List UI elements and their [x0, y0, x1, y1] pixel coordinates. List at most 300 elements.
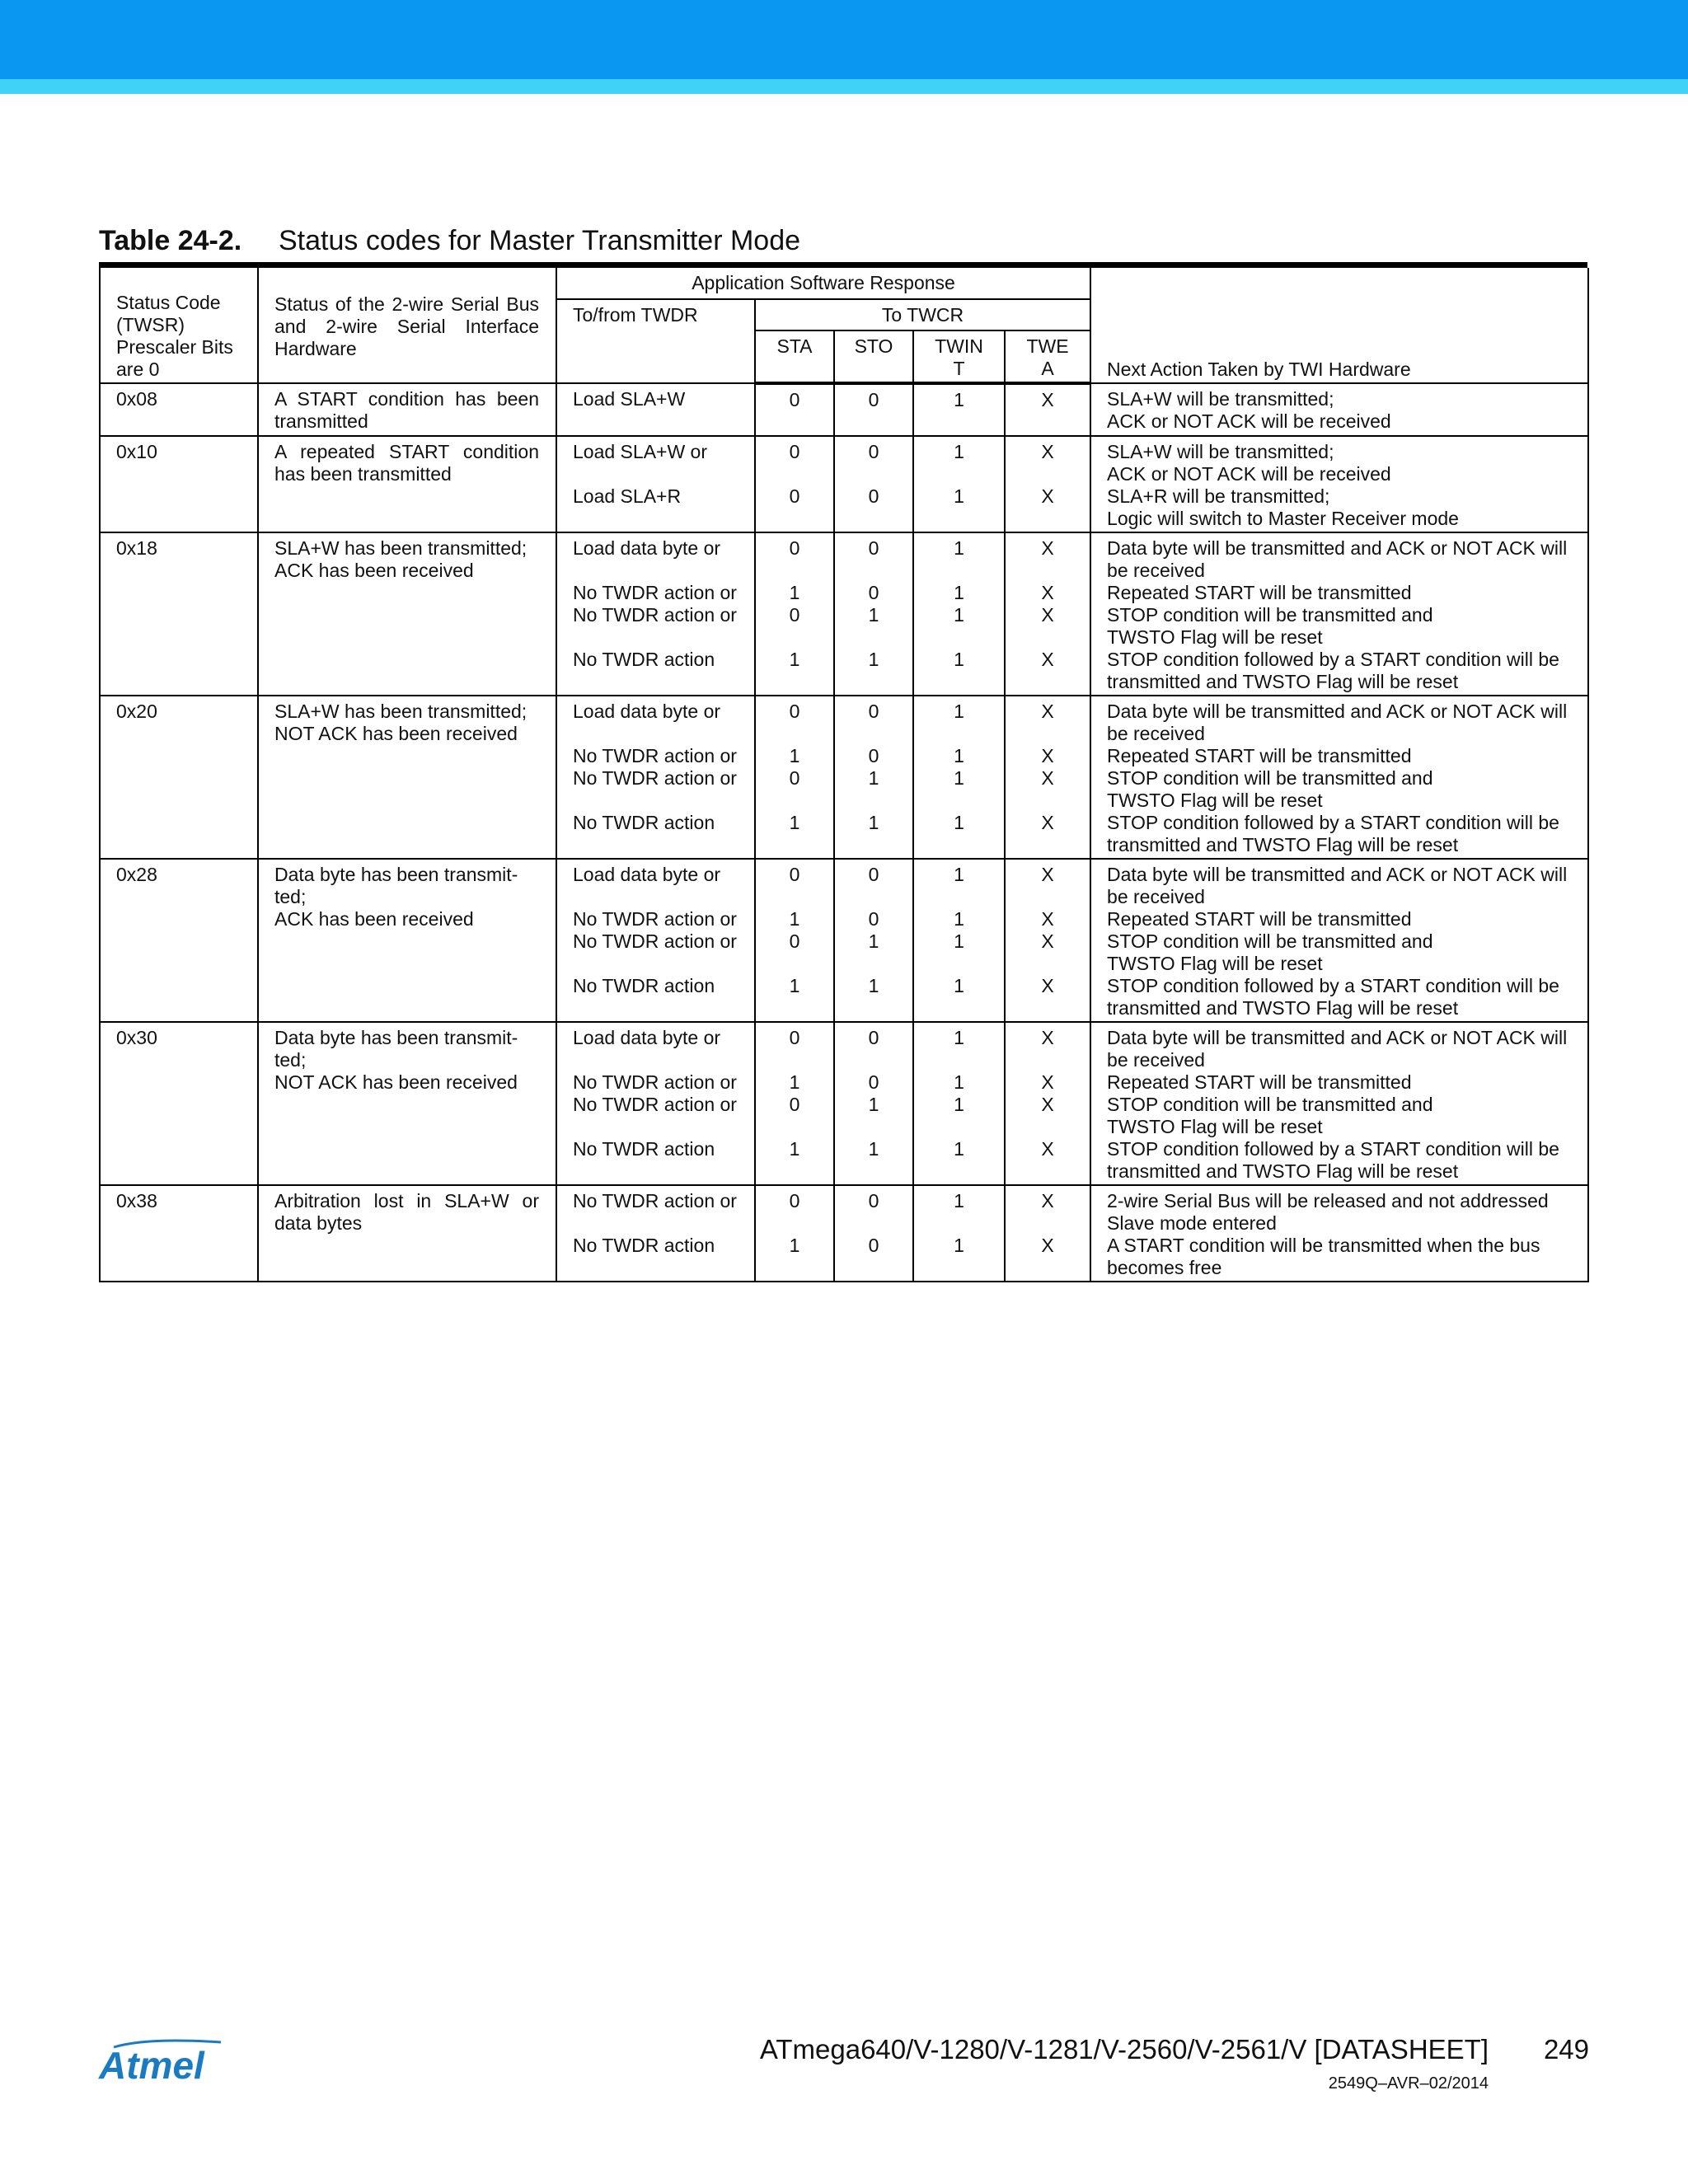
spacer	[573, 560, 746, 582]
spacer	[917, 560, 1001, 582]
status-description-cell	[258, 859, 556, 1022]
next-action-line: Data byte will be transmitted and ACK or NOT ACK will	[1107, 1027, 1568, 1048]
next-entry	[1107, 864, 1579, 908]
status-line: NOT ACK has been received	[274, 723, 518, 744]
next-action-line: Data byte will be transmitted and ACK or NOT ACK will	[1107, 537, 1568, 559]
next-cell	[1090, 532, 1588, 696]
sto-value: 1	[868, 1094, 879, 1115]
sta-entry	[759, 1138, 830, 1183]
next-entry	[1107, 604, 1579, 649]
next-entry	[1107, 1027, 1579, 1071]
twint-value: 1	[954, 389, 964, 410]
spacer	[917, 626, 1001, 649]
status-description-cell	[258, 696, 556, 859]
header-text: T	[953, 358, 965, 379]
sto-entry	[838, 767, 909, 812]
spacer	[1009, 1116, 1086, 1138]
twdr-cell	[556, 696, 755, 859]
spacer	[838, 508, 909, 530]
twea-cell	[1005, 696, 1090, 859]
next-entry	[1107, 582, 1579, 604]
twea-value: X	[1041, 930, 1054, 952]
sto-cell	[834, 436, 913, 532]
spacer	[838, 560, 909, 582]
twint-value: 1	[954, 701, 964, 722]
sto-value: 1	[868, 812, 879, 833]
status-code-cell: 0x18	[100, 532, 258, 696]
spacer	[759, 1257, 830, 1279]
status-description-cell	[258, 1022, 556, 1185]
twint-entry	[917, 582, 1001, 604]
twea-entry	[1009, 1027, 1086, 1071]
next-entry	[1107, 1138, 1579, 1183]
next-action-line: transmitted and TWSTO Flag will be reset	[1107, 671, 1459, 692]
twdr-value: Load data byte or	[573, 701, 721, 722]
sta-entry	[759, 537, 830, 582]
twint-entry	[917, 908, 1001, 930]
twdr-value: Load SLA+W or	[573, 441, 708, 462]
twdr-entry	[573, 1235, 746, 1279]
header-text: TWE	[1026, 335, 1069, 357]
sta-value: 1	[789, 908, 800, 930]
twea-entry	[1009, 604, 1086, 649]
atmel-logo	[97, 2037, 242, 2085]
spacer	[573, 1049, 746, 1071]
next-cell	[1090, 859, 1588, 1022]
twint-cell	[913, 859, 1005, 1022]
twint-cell	[913, 532, 1005, 696]
twint-value: 1	[954, 537, 964, 559]
next-action-line: TWSTO Flag will be reset	[1107, 626, 1323, 648]
sto-entry	[838, 975, 909, 1019]
sto-value: 0	[868, 864, 879, 885]
twea-entry	[1009, 745, 1086, 767]
status-code-cell: 0x30	[100, 1022, 258, 1185]
twdr-cell	[556, 859, 755, 1022]
header-text: are 0	[116, 359, 160, 380]
header-status-bus: Status of the 2-wire Serial Bus and 2-wire Serial Interface Hardware	[258, 268, 556, 383]
next-entry	[1107, 388, 1579, 433]
next-action-line: Data byte will be transmitted and ACK or NOT ACK will	[1107, 864, 1568, 885]
table-row	[100, 1022, 1588, 1185]
spacer	[1009, 1049, 1086, 1071]
status-line: Data byte has been transmit-	[274, 1027, 518, 1048]
spacer	[573, 953, 746, 975]
spacer	[917, 1049, 1001, 1071]
twdr-value: Load data byte or	[573, 537, 721, 559]
sta-entry	[759, 1027, 830, 1071]
twint-entry	[917, 767, 1001, 812]
twea-value: X	[1041, 1138, 1054, 1160]
sto-entry	[838, 908, 909, 930]
next-cell	[1090, 383, 1588, 436]
spacer	[1009, 886, 1086, 908]
next-entry	[1107, 649, 1579, 693]
next-action-line: STOP condition followed by a START condition will be	[1107, 812, 1559, 833]
spacer	[573, 508, 746, 530]
next-action-line: 2-wire Serial Bus will be released and not addressed	[1107, 1190, 1549, 1212]
next-action-line: be received	[1107, 1049, 1205, 1071]
next-action-line: TWSTO Flag will be reset	[1107, 953, 1323, 974]
spacer	[917, 508, 1001, 530]
twdr-entry	[573, 1190, 746, 1235]
status-description-cell	[258, 1185, 556, 1282]
spacer	[838, 626, 909, 649]
twea-value: X	[1041, 1190, 1054, 1212]
status-description-cell	[258, 436, 556, 532]
spacer	[1009, 834, 1086, 856]
next-action-line: Logic will switch to Master Receiver mode	[1107, 508, 1459, 529]
sta-value: 1	[789, 649, 800, 670]
sto-value: 0	[868, 441, 879, 462]
sta-value: 0	[789, 1027, 800, 1048]
spacer	[759, 463, 830, 485]
spacer	[573, 834, 746, 856]
twea-cell	[1005, 436, 1090, 532]
next-action-line: ACK or NOT ACK will be received	[1107, 463, 1391, 485]
sto-value: 0	[868, 485, 879, 507]
twea-entry	[1009, 1235, 1086, 1279]
sta-entry	[759, 1190, 830, 1235]
sta-entry	[759, 1071, 830, 1094]
next-action-line: STOP condition will be transmitted and	[1107, 604, 1433, 626]
twea-entry	[1009, 864, 1086, 908]
twdr-value: No TWDR action or	[573, 908, 737, 930]
twint-entry	[917, 1190, 1001, 1235]
spacer	[759, 626, 830, 649]
spacer	[759, 723, 830, 745]
twea-entry	[1009, 649, 1086, 693]
next-action-line: Repeated START will be transmitted	[1107, 745, 1412, 766]
spacer	[573, 1116, 746, 1138]
sta-entry	[759, 441, 830, 485]
twea-entry	[1009, 701, 1086, 745]
spacer	[917, 723, 1001, 745]
header-stripe	[0, 79, 1688, 94]
sto-entry	[838, 812, 909, 856]
twea-entry	[1009, 1190, 1086, 1235]
table-row	[100, 696, 1588, 859]
spacer	[573, 1257, 746, 1279]
twint-cell	[913, 1185, 1005, 1282]
twdr-value: Load data byte or	[573, 864, 721, 885]
twint-entry	[917, 745, 1001, 767]
next-action-line: STOP condition followed by a START condition will be	[1107, 1138, 1559, 1160]
status-code-cell: 0x28	[100, 859, 258, 1022]
spacer	[1009, 463, 1086, 485]
sta-entry	[759, 649, 830, 693]
twea-value: X	[1041, 649, 1054, 670]
status-line: ACK has been received	[274, 560, 474, 581]
next-action-line: transmitted and TWSTO Flag will be reset	[1107, 997, 1459, 1019]
sto-value: 0	[868, 1071, 879, 1093]
sto-cell	[834, 532, 913, 696]
sta-entry	[759, 389, 830, 434]
header-text: (TWSR)	[116, 314, 185, 335]
status-description-cell	[258, 532, 556, 696]
sto-entry	[838, 604, 909, 649]
twdr-value: Load SLA+R	[573, 485, 682, 507]
twea-entry	[1009, 812, 1086, 856]
spacer	[838, 411, 909, 434]
twdr-cell	[556, 532, 755, 696]
spacer	[759, 1116, 830, 1138]
sto-cell	[834, 1185, 913, 1282]
spacer	[838, 997, 909, 1019]
status-line: ted;	[274, 886, 307, 907]
next-entry	[1107, 975, 1579, 1019]
twea-value: X	[1041, 604, 1054, 626]
status-line: A repeated START condition has been transmitted	[274, 441, 539, 485]
next-entry	[1107, 1235, 1579, 1279]
twint-value: 1	[954, 441, 964, 462]
twdr-value: No TWDR action or	[573, 745, 737, 766]
sta-entry	[759, 908, 830, 930]
twdr-entry	[573, 1138, 746, 1183]
sto-entry	[838, 1138, 909, 1183]
next-action-line: ACK or NOT ACK will be received	[1107, 410, 1391, 432]
spacer	[838, 463, 909, 485]
twea-cell	[1005, 532, 1090, 696]
sta-cell	[755, 436, 834, 532]
next-action-line: A START condition will be transmitted when the bus	[1107, 1235, 1540, 1256]
sto-value: 0	[868, 745, 879, 766]
sta-value: 0	[789, 1190, 800, 1212]
header-app-response: Application Software Response	[556, 268, 1090, 299]
sta-entry	[759, 485, 830, 530]
twdr-entry	[573, 975, 746, 1019]
spacer	[1009, 997, 1086, 1019]
twea-value: X	[1041, 1235, 1054, 1256]
sto-value: 1	[868, 767, 879, 789]
twint-entry	[917, 701, 1001, 745]
twdr-value: No TWDR action or	[573, 767, 737, 789]
spacer	[917, 411, 1001, 434]
spacer	[838, 1116, 909, 1138]
twint-entry	[917, 1235, 1001, 1279]
sto-entry	[838, 389, 909, 434]
twea-cell	[1005, 1022, 1090, 1185]
spacer	[838, 886, 909, 908]
spacer	[573, 671, 746, 693]
spacer	[917, 886, 1001, 908]
table-row	[100, 436, 1588, 532]
status-table-container	[99, 262, 1587, 1282]
next-cell	[1090, 436, 1588, 532]
twdr-entry	[573, 930, 746, 975]
sta-entry	[759, 975, 830, 1019]
twdr-value: Load data byte or	[573, 1027, 721, 1048]
status-description-cell	[258, 383, 556, 436]
next-action-line: STOP condition followed by a START condition will be	[1107, 649, 1559, 670]
spacer	[1009, 560, 1086, 582]
twdr-value: No TWDR action or	[573, 930, 737, 952]
next-entry	[1107, 1094, 1579, 1138]
twea-value: X	[1041, 908, 1054, 930]
spacer	[759, 886, 830, 908]
twdr-value: No TWDR action or	[573, 1190, 737, 1212]
next-action-line: transmitted and TWSTO Flag will be reset	[1107, 1160, 1459, 1182]
sto-entry	[838, 1235, 909, 1279]
twea-cell	[1005, 383, 1090, 436]
next-action-line: Repeated START will be transmitted	[1107, 1071, 1412, 1093]
spacer	[1009, 1257, 1086, 1279]
spacer	[759, 997, 830, 1019]
spacer	[573, 997, 746, 1019]
next-entry	[1107, 1071, 1579, 1094]
twint-entry	[917, 812, 1001, 856]
twint-value: 1	[954, 649, 964, 670]
twdr-entry	[573, 388, 746, 433]
twdr-entry	[573, 537, 746, 582]
spacer	[573, 886, 746, 908]
header-row	[100, 268, 1588, 299]
spacer	[759, 1160, 830, 1183]
next-action-line: SLA+W will be transmitted;	[1107, 441, 1334, 462]
sto-entry	[838, 1190, 909, 1235]
sta-value: 0	[789, 441, 800, 462]
next-action-line: becomes free	[1107, 1257, 1222, 1278]
sta-value: 1	[789, 812, 800, 833]
spacer	[1009, 1160, 1086, 1183]
twea-entry	[1009, 1094, 1086, 1138]
table-caption	[99, 221, 1582, 260]
spacer	[1009, 1212, 1086, 1235]
sta-cell	[755, 1185, 834, 1282]
twint-entry	[917, 1094, 1001, 1138]
twint-value: 1	[954, 1138, 964, 1160]
twdr-entry	[573, 1094, 746, 1138]
page-number: 249	[1543, 2034, 1589, 2064]
twdr-cell	[556, 383, 755, 436]
twea-value: X	[1041, 975, 1054, 996]
twint-cell	[913, 383, 1005, 436]
next-action-line: TWSTO Flag will be reset	[1107, 790, 1323, 811]
sta-value: 0	[789, 604, 800, 626]
sta-value: 1	[789, 1235, 800, 1256]
spacer	[759, 671, 830, 693]
sto-value: 0	[868, 908, 879, 930]
twea-entry	[1009, 767, 1086, 812]
next-action-line: STOP condition will be transmitted and	[1107, 767, 1433, 789]
twea-value: X	[1041, 441, 1054, 462]
twea-cell	[1005, 1185, 1090, 1282]
next-entry	[1107, 701, 1579, 745]
twint-value: 1	[954, 1094, 964, 1115]
twint-entry	[917, 604, 1001, 649]
spacer	[917, 671, 1001, 693]
twint-value: 1	[954, 745, 964, 766]
twdr-value: No TWDR action	[573, 649, 715, 670]
status-line: ted;	[274, 1049, 307, 1071]
sto-entry	[838, 701, 909, 745]
spacer	[1009, 626, 1086, 649]
spacer	[573, 790, 746, 812]
spacer	[573, 723, 746, 745]
twdr-cell	[556, 436, 755, 532]
twint-value: 1	[954, 975, 964, 996]
sta-value: 1	[789, 1138, 800, 1160]
sta-value: 0	[789, 930, 800, 952]
table-number: Table 24-2.	[99, 225, 242, 256]
sto-entry	[838, 582, 909, 604]
spacer	[759, 560, 830, 582]
spacer	[838, 790, 909, 812]
sto-entry	[838, 930, 909, 975]
twint-entry	[917, 1071, 1001, 1094]
twdr-value: No TWDR action	[573, 975, 715, 996]
sto-cell	[834, 383, 913, 436]
twea-entry	[1009, 441, 1086, 485]
twint-value: 1	[954, 582, 964, 603]
doc-code: 2549Q–AVR–02/2014	[1328, 2074, 1489, 2093]
spacer	[917, 834, 1001, 856]
status-code-cell: 0x20	[100, 696, 258, 859]
twdr-entry	[573, 812, 746, 856]
sta-entry	[759, 745, 830, 767]
status-line: A START condition has been transmitted	[274, 388, 539, 432]
twea-value: X	[1041, 1027, 1054, 1048]
next-action-line: SLA+R will be transmitted;	[1107, 485, 1330, 507]
twint-cell	[913, 1022, 1005, 1185]
header-to-twcr: To TWCR	[755, 299, 1090, 330]
twea-value: X	[1041, 812, 1054, 833]
spacer	[917, 790, 1001, 812]
next-action-line: be received	[1107, 723, 1205, 744]
sta-cell	[755, 532, 834, 696]
sta-entry	[759, 701, 830, 745]
sta-value: 0	[789, 701, 800, 722]
twea-value: X	[1041, 745, 1054, 766]
spacer	[838, 1212, 909, 1235]
next-cell	[1090, 1022, 1588, 1185]
spacer	[838, 723, 909, 745]
twdr-cell	[556, 1022, 755, 1185]
next-cell	[1090, 1185, 1588, 1282]
sto-value: 1	[868, 975, 879, 996]
twea-value: X	[1041, 864, 1054, 885]
twdr-entry	[573, 908, 746, 930]
next-action-line: Repeated START will be transmitted	[1107, 582, 1412, 603]
next-action-line: SLA+W will be transmitted;	[1107, 388, 1334, 410]
header-sta: STA	[755, 330, 834, 383]
sta-cell	[755, 859, 834, 1022]
status-line: ACK has been received	[274, 908, 474, 930]
sto-entry	[838, 441, 909, 485]
twdr-value: No TWDR action	[573, 1235, 715, 1256]
sta-value: 0	[789, 1094, 800, 1115]
twdr-value: No TWDR action	[573, 812, 715, 833]
twint-value: 1	[954, 1190, 964, 1212]
twint-value: 1	[954, 908, 964, 930]
twint-cell	[913, 436, 1005, 532]
table-row	[100, 1185, 1588, 1282]
sta-entry	[759, 1094, 830, 1138]
twea-entry	[1009, 582, 1086, 604]
spacer	[759, 953, 830, 975]
spacer	[838, 1257, 909, 1279]
header-text: Prescaler Bits	[116, 336, 233, 358]
twint-entry	[917, 1027, 1001, 1071]
twea-cell	[1005, 859, 1090, 1022]
header-twint	[913, 330, 1005, 383]
sto-value: 1	[868, 1138, 879, 1160]
next-entry	[1107, 745, 1579, 767]
twdr-cell	[556, 1185, 755, 1282]
sto-cell	[834, 1022, 913, 1185]
spacer	[573, 410, 746, 433]
status-line: NOT ACK has been received	[274, 1071, 518, 1093]
